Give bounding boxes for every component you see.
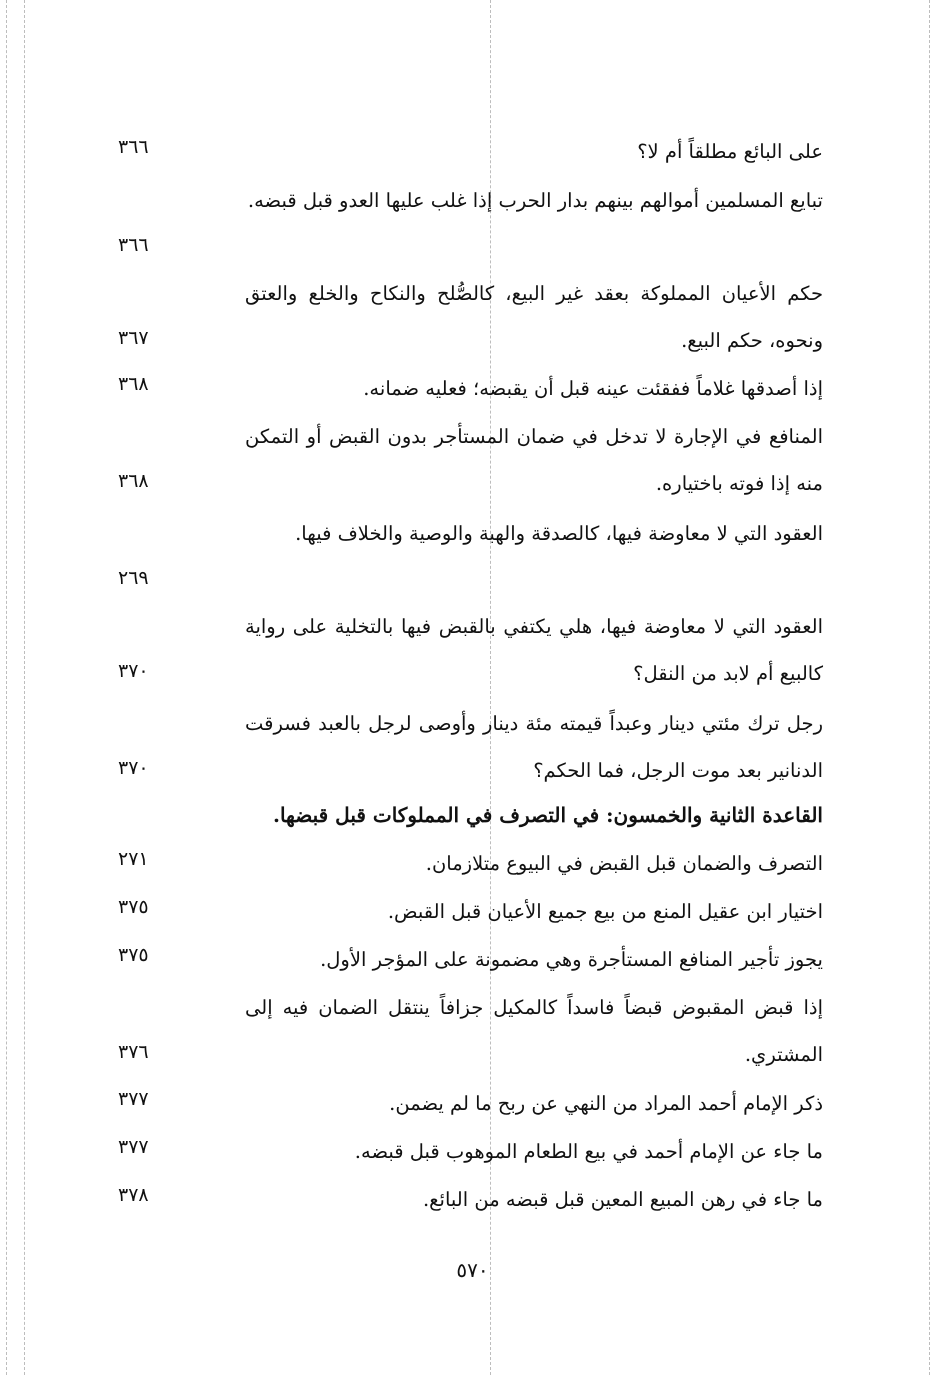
entry-page-number: ٣٦٨ <box>118 373 149 395</box>
entry-text: تبايع المسلمين أموالهم بينهم بدار الحرب إذا غلب عليها العدو قبل قبضه. <box>247 189 823 212</box>
entry-page-number: ٣٦٦ <box>118 136 149 158</box>
entry-text: إذا قبض المقبوض قبضاً فاسداً كالمكيل جزافاً ينتقل الضمان فيه إلى المشتري. <box>245 996 823 1066</box>
entry-text: المنافع في الإجارة لا تدخل في ضمان المستأجر بدون القبض أو التمكن منه إذا فوته باختياره. <box>245 425 823 495</box>
entry-text: ما جاء عن الإمام أحمد في بيع الطعام الموهوب قبل قبضه. <box>354 1140 823 1163</box>
entry-page-number: ٣٧٥ <box>118 944 149 966</box>
entry-text: رجل ترك مئتي دينار وعبداً قيمته مئة دينار وأوصى لرجل بالعبد فسرقت الدنانير بعد موت الرجل، فما الحكم؟ <box>245 712 823 782</box>
entry-page-number: ٣٧٠ <box>118 757 149 779</box>
entry-page-number: ٣٦٧ <box>118 327 149 349</box>
entry-page-number: ٣٧٨ <box>118 1184 149 1206</box>
entry-text: العقود التي لا معاوضة فيها، هلي يكتفي بالقبض فيها بالتخلية على رواية كالبيع أم لابد من النقل؟ <box>245 615 823 685</box>
entry-text: اختيار ابن عقيل المنع من بيع جميع الأعيان قبل القبض. <box>387 900 823 923</box>
entry-text: إذا أصدقها غلاماً ففقئت عينه قبل أن يقبضه؛ فعليه ضمانه. <box>363 377 823 400</box>
entry-page-number: ٣٦٨ <box>118 470 149 492</box>
entry-page-number: ٣٧٠ <box>118 660 149 682</box>
entry-page-number: ٣٧٧ <box>118 1088 149 1110</box>
entry-page-number: ٣٦٦ <box>118 234 149 256</box>
section-heading-text: القاعدة الثانية والخمسون: في التصرف في المملوكات قبل قبضها. <box>273 803 823 827</box>
entry-text: العقود التي لا معاوضة فيها، كالصدقة والهبة والوصية والخلاف فيها. <box>295 522 823 545</box>
entry-page-number: ٢٦٩ <box>118 567 149 589</box>
entry-page-number: ٣٧٦ <box>118 1041 149 1063</box>
entry-text: على البائع مطلقاً أم لا؟ <box>637 140 823 163</box>
entry-text: يجوز تأجير المنافع المستأجرة وهي مضمونة على المؤجر الأول. <box>320 948 823 971</box>
entry-page-number: ٣٧٥ <box>118 896 149 918</box>
entry-text: ذكر الإمام أحمد المراد من النهي عن ربح ما لم يضمن. <box>389 1092 823 1115</box>
entry-text: التصرف والضمان قبل القبض في البيوع متلازمان. <box>425 852 823 875</box>
entry-page-number: ٣٧٧ <box>118 1136 149 1158</box>
entry-text: ما جاء في رهن المبيع المعين قبل قبضه من البائع. <box>422 1188 823 1211</box>
page-footer-number: ٥٧٠ <box>456 1258 489 1282</box>
entry-text: حكم الأعيان المملوكة بعقد غير البيع، كالصُّلح والنكاح والخلع والعتق ونحوه، حكم البيع. <box>245 282 823 352</box>
entry-page-number: ٢٧١ <box>118 848 149 870</box>
